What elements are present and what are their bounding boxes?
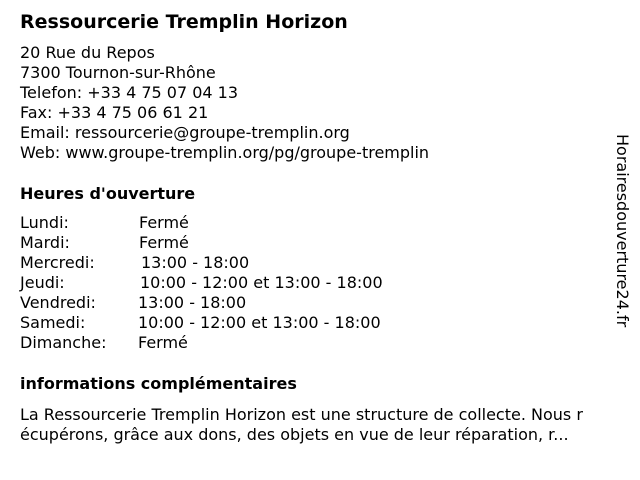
business-description — [20, 405, 630, 445]
contact-block — [20, 43, 429, 163]
business-name: Ressourcerie Tremplin Horizon — [20, 11, 348, 33]
day-label: Vendredi: — [20, 293, 96, 312]
fax-number: Fax: +33 4 75 06 61 21 — [20, 103, 209, 122]
additional-info-heading: informations complémentaires — [20, 374, 297, 393]
description-line: La Ressourcerie Tremplin Horizon est une structure de collecte. Nous r — [20, 405, 583, 424]
day-hours: 10:00 - 12:00 et 13:00 - 18:00 — [138, 313, 381, 332]
website-link[interactable]: Web: www.groupe-tremplin.org/pg/groupe-tremplin — [20, 143, 430, 162]
opening-hours-heading: Heures d'ouverture — [20, 184, 196, 203]
day-label: Lundi: — [20, 213, 69, 232]
site-brand-vertical: Horairesdouverture24.fr — [613, 134, 632, 328]
description-line: écupérons, grâce aux dons, des objets en vue de leur réparation, r... — [20, 425, 569, 444]
day-hours: Fermé — [139, 213, 189, 232]
day-hours: Fermé — [139, 233, 189, 252]
email-address[interactable]: Email: ressourcerie@groupe-tremplin.org — [20, 123, 350, 142]
city-address: 7300 Tournon-sur-Rhône — [20, 63, 216, 82]
day-hours: Fermé — [138, 333, 188, 352]
day-label: Jeudi: — [20, 273, 65, 292]
day-label: Samedi: — [20, 313, 86, 332]
phone-number[interactable]: Telefon: +33 4 75 07 04 13 — [20, 83, 239, 102]
day-hours: 13:00 - 18:00 — [141, 253, 250, 272]
day-hours: 10:00 - 12:00 et 13:00 - 18:00 — [140, 273, 383, 292]
day-label: Mercredi: — [20, 253, 95, 272]
day-label: Mardi: — [20, 233, 70, 252]
day-label: Dimanche: — [20, 333, 107, 352]
day-hours: 13:00 - 18:00 — [138, 293, 247, 312]
street-address: 20 Rue du Repos — [20, 43, 155, 62]
